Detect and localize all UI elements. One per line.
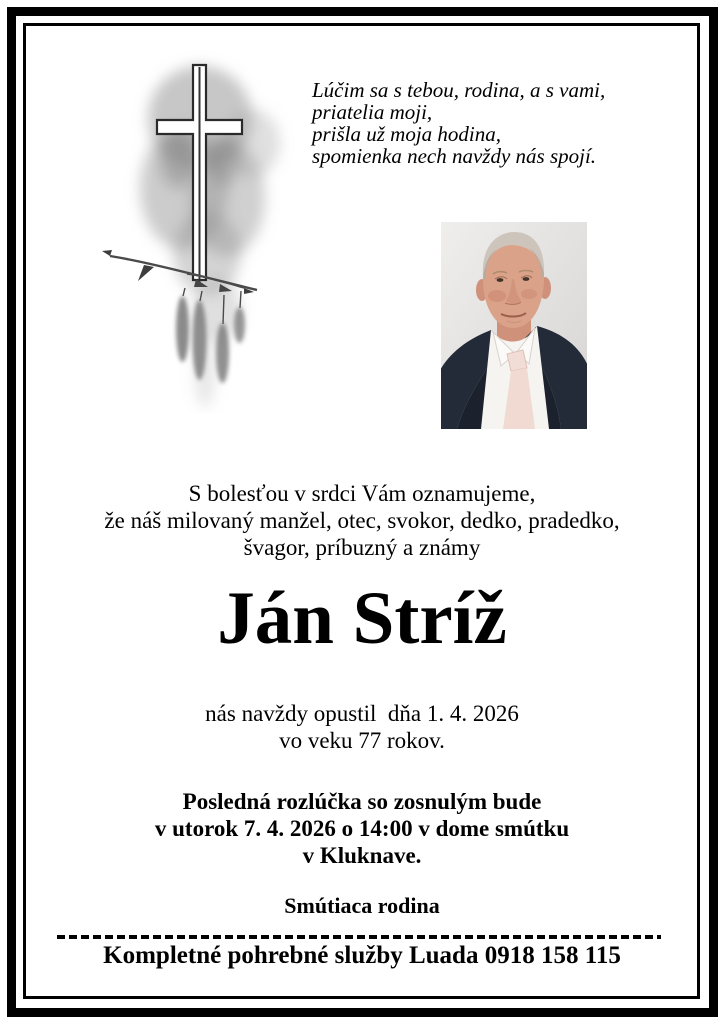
funeral-line: v utorok 7. 4. 2026 o 14:00 v dome smútku <box>154 816 570 841</box>
funeral-details <box>27 788 697 869</box>
verse-line: Lúčim sa s tebou, rodina, a s vami, <box>312 78 606 102</box>
announcement-line: švagor, príbuzný a známy <box>243 535 481 560</box>
cross-and-willow-branch-illustration <box>92 48 307 413</box>
dashed-divider <box>57 935 661 939</box>
death-age-line: vo veku 77 rokov. <box>279 728 445 753</box>
funeral-line: Posledná rozlúčka so zosnulým bude <box>182 789 542 814</box>
funeral-service-line: Kompletné pohrebné služby Luada 0918 158 115 <box>103 942 621 969</box>
portrait-photo <box>441 222 587 429</box>
verse-line: priatelia moji, <box>312 100 433 124</box>
verse-line: spomienka nech navždy nás spojí. <box>312 144 597 168</box>
deceased-name: Ján Stríž <box>217 577 507 660</box>
announcement-line: S bolesťou v srdci Vám oznamujeme, <box>188 481 536 506</box>
family-signature: Smútiaca rodina <box>284 893 440 918</box>
verse <box>312 79 622 167</box>
announcement <box>27 480 697 561</box>
verse-line: prišla už moja hodina, <box>312 122 502 146</box>
death-details <box>27 700 697 754</box>
announcement-line: že náš milovaný manžel, otec, svokor, dedko, pradedko, <box>104 508 620 533</box>
funeral-line: v Kluknave. <box>302 843 422 868</box>
death-date-line: nás navždy opustil dňa 1. 4. 2026 <box>205 701 519 726</box>
